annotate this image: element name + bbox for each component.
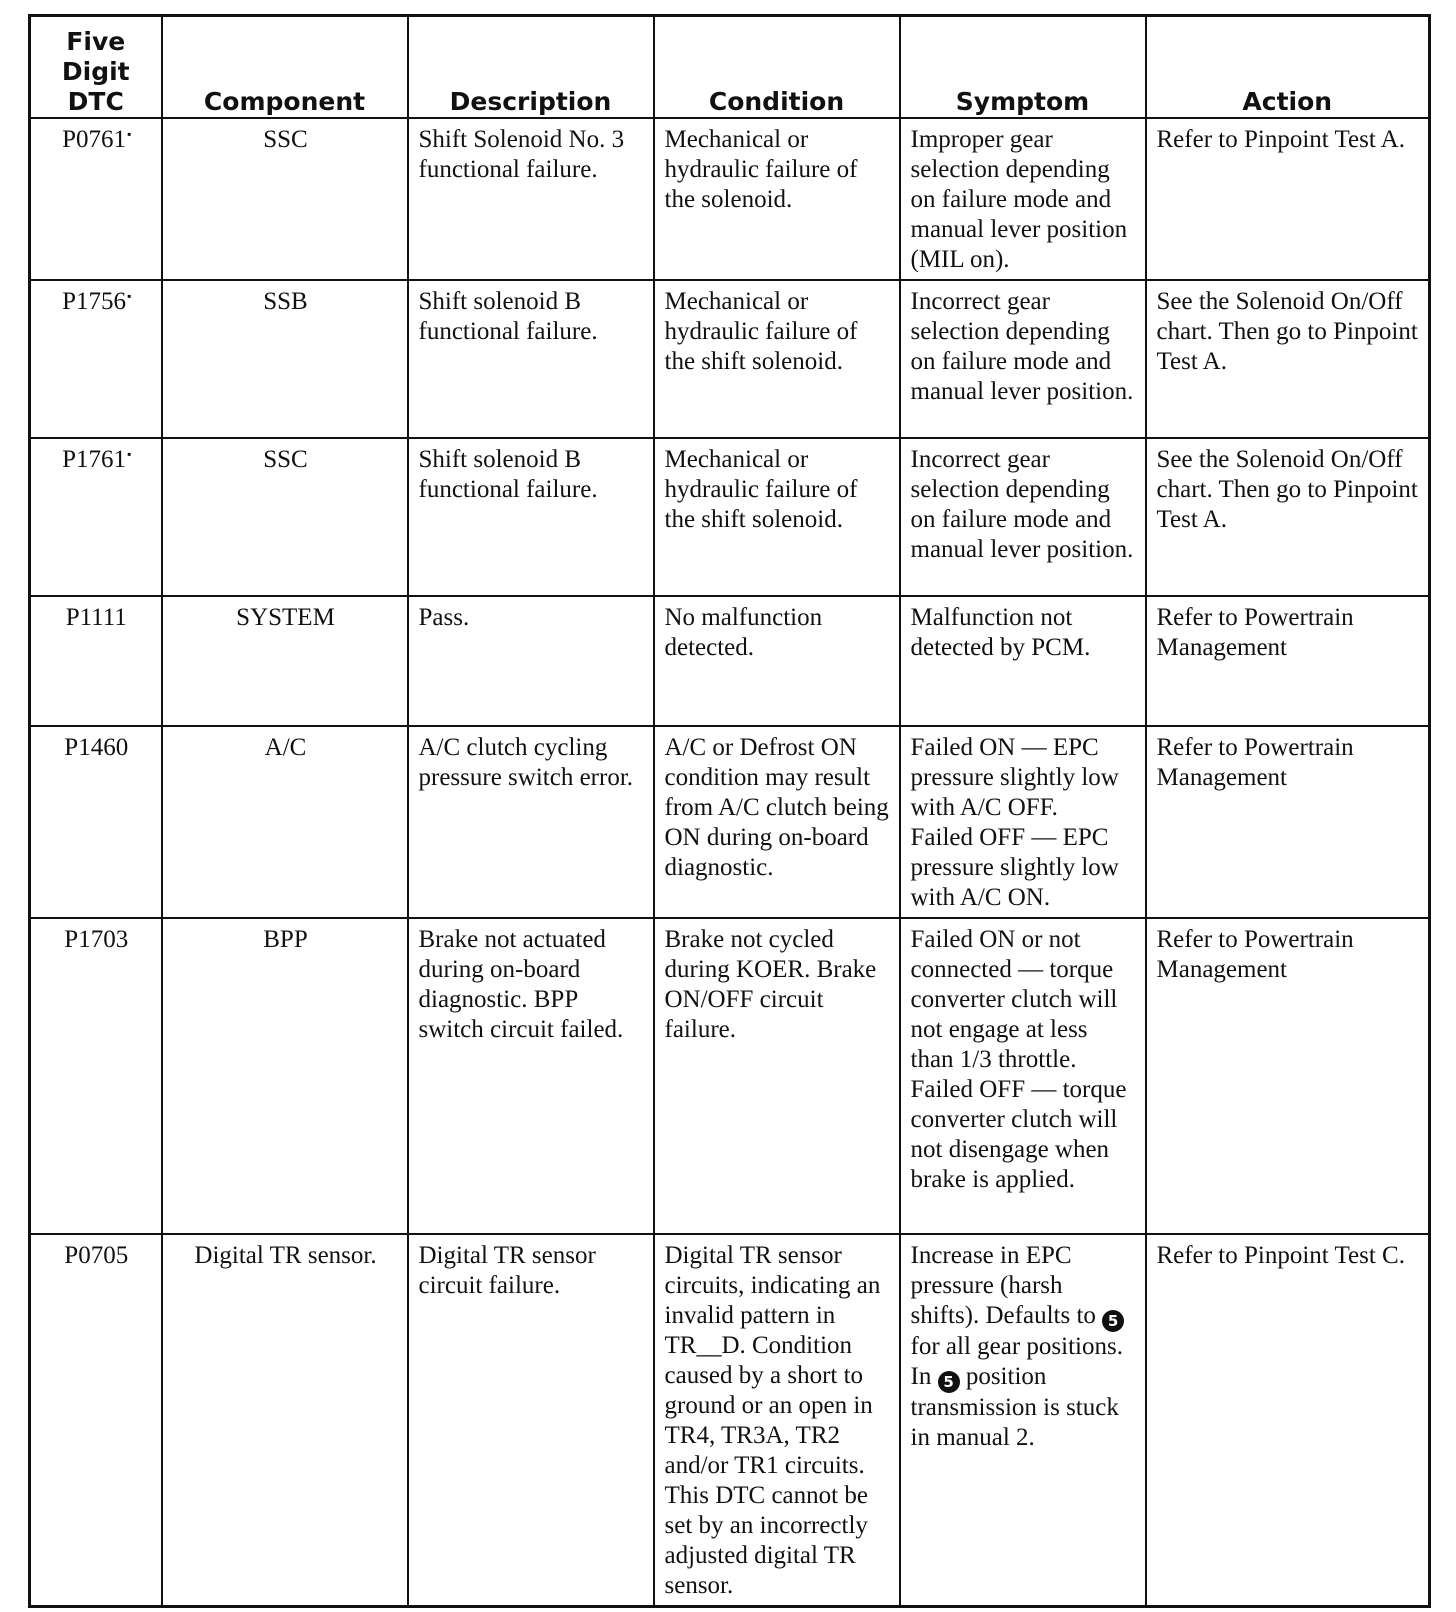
condition-cell: Mechanical or hydraulic failure of the shift solenoid. xyxy=(654,438,900,596)
table-row xyxy=(30,1234,1430,1607)
dtc-marker: ▪ xyxy=(127,288,132,303)
symptom-text-part: Increase in EPC pressure (harsh shifts). Defaults to xyxy=(910,1242,1096,1329)
component-cell: SSB xyxy=(162,280,408,438)
dtc-code: P1761 xyxy=(62,446,127,473)
action-cell: Refer to Powertrain Management xyxy=(1146,596,1430,726)
symptom-text-part: for all gear positions. In xyxy=(910,1333,1123,1390)
dtc-marker: ▪ xyxy=(127,126,132,141)
dtc-code-cell xyxy=(30,438,162,596)
component-cell: Digital TR sensor. xyxy=(162,1234,408,1607)
dtc-code: P1703 xyxy=(64,926,129,953)
symptom-text-part: position transmission is stuck in manual 2. xyxy=(910,1363,1119,1451)
action-cell: Refer to Powertrain Management xyxy=(1146,726,1430,918)
dtc-code-cell xyxy=(30,280,162,438)
header-description: Description xyxy=(408,16,654,119)
dtc-table-sheet xyxy=(28,14,1428,1608)
component-cell: SYSTEM xyxy=(162,596,408,726)
symptom-cell: Incorrect gear selection depending on failure mode and manual lever position. xyxy=(900,438,1146,596)
description-cell: Shift Solenoid No. 3 functional failure. xyxy=(408,118,654,280)
condition-cell: Mechanical or hydraulic failure of the solenoid. xyxy=(654,118,900,280)
table-row xyxy=(30,438,1430,596)
condition-cell: Brake not cycled during KOER. Brake ON/OFF circuit failure. xyxy=(654,918,900,1234)
dtc-code: P1756 xyxy=(62,288,127,315)
gear-5-circle-icon: 5 xyxy=(1102,1310,1124,1332)
component-cell: SSC xyxy=(162,438,408,596)
action-cell: See the Solenoid On/Off chart. Then go to Pinpoint Test A. xyxy=(1146,438,1430,596)
condition-cell: Mechanical or hydraulic failure of the shift solenoid. xyxy=(654,280,900,438)
description-cell: Shift solenoid B functional failure. xyxy=(408,280,654,438)
symptom-cell xyxy=(900,1234,1146,1607)
dtc-code: P1111 xyxy=(65,604,127,631)
action-cell: Refer to Pinpoint Test A. xyxy=(1146,118,1430,280)
table-row xyxy=(30,118,1430,280)
dtc-code-cell xyxy=(30,918,162,1234)
table-row xyxy=(30,596,1430,726)
dtc-code-cell xyxy=(30,596,162,726)
description-cell: Pass. xyxy=(408,596,654,726)
header-dtc: Five Digit DTC xyxy=(30,16,162,119)
table-row xyxy=(30,726,1430,918)
condition-cell: Digital TR sensor circuits, indicating an invalid pattern in TR__D. Condition caused by a short to ground or an open in TR4, TR3A, TR2 and/or TR1 circuits. This DTC cannot be set by an incorrectly adjusted digital TR sensor. xyxy=(654,1234,900,1607)
header-symptom: Symptom xyxy=(900,16,1146,119)
description-cell: Brake not actuated during on-board diagnostic. BPP switch circuit failed. xyxy=(408,918,654,1234)
dtc-code-cell xyxy=(30,118,162,280)
condition-cell: A/C or Defrost ON condition may result from A/C clutch being ON during on-board diagnostic. xyxy=(654,726,900,918)
gear-5-circle-icon: 5 xyxy=(938,1371,960,1393)
component-cell: SSC xyxy=(162,118,408,280)
action-cell: Refer to Powertrain Management xyxy=(1146,918,1430,1234)
dtc-code: P1460 xyxy=(64,734,129,761)
header-row xyxy=(30,16,1430,119)
header-condition: Condition xyxy=(654,16,900,119)
symptom-cell: Malfunction not detected by PCM. xyxy=(900,596,1146,726)
header-component: Component xyxy=(162,16,408,119)
symptom-cell: Failed ON — EPC pressure slightly low with A/C OFF. Failed OFF — EPC pressure slightly low with A/C ON. xyxy=(900,726,1146,918)
dtc-code: P0705 xyxy=(64,1242,129,1269)
action-cell: See the Solenoid On/Off chart. Then go to Pinpoint Test A. xyxy=(1146,280,1430,438)
symptom-cell: Incorrect gear selection depending on failure mode and manual lever position. xyxy=(900,280,1146,438)
symptom-cell: Improper gear selection depending on failure mode and manual lever position (MIL on). xyxy=(900,118,1146,280)
description-cell: Digital TR sensor circuit failure. xyxy=(408,1234,654,1607)
dtc-code: P0761 xyxy=(62,126,127,153)
dtc-code-cell xyxy=(30,726,162,918)
table-row xyxy=(30,918,1430,1234)
description-cell: A/C clutch cycling pressure switch error. xyxy=(408,726,654,918)
description-cell: Shift solenoid B functional failure. xyxy=(408,438,654,596)
symptom-cell: Failed ON or not connected — torque converter clutch will not engage at less than 1/3 throttle. Failed OFF — torque converter clutch will not disengage when brake is applied. xyxy=(900,918,1146,1234)
table-row xyxy=(30,280,1430,438)
component-cell: BPP xyxy=(162,918,408,1234)
condition-cell: No malfunction detected. xyxy=(654,596,900,726)
dtc-table xyxy=(28,14,1431,1608)
dtc-marker: ▪ xyxy=(127,446,132,461)
dtc-code-cell xyxy=(30,1234,162,1607)
header-action: Action xyxy=(1146,16,1430,119)
component-cell: A/C xyxy=(162,726,408,918)
action-cell: Refer to Pinpoint Test C. xyxy=(1146,1234,1430,1607)
